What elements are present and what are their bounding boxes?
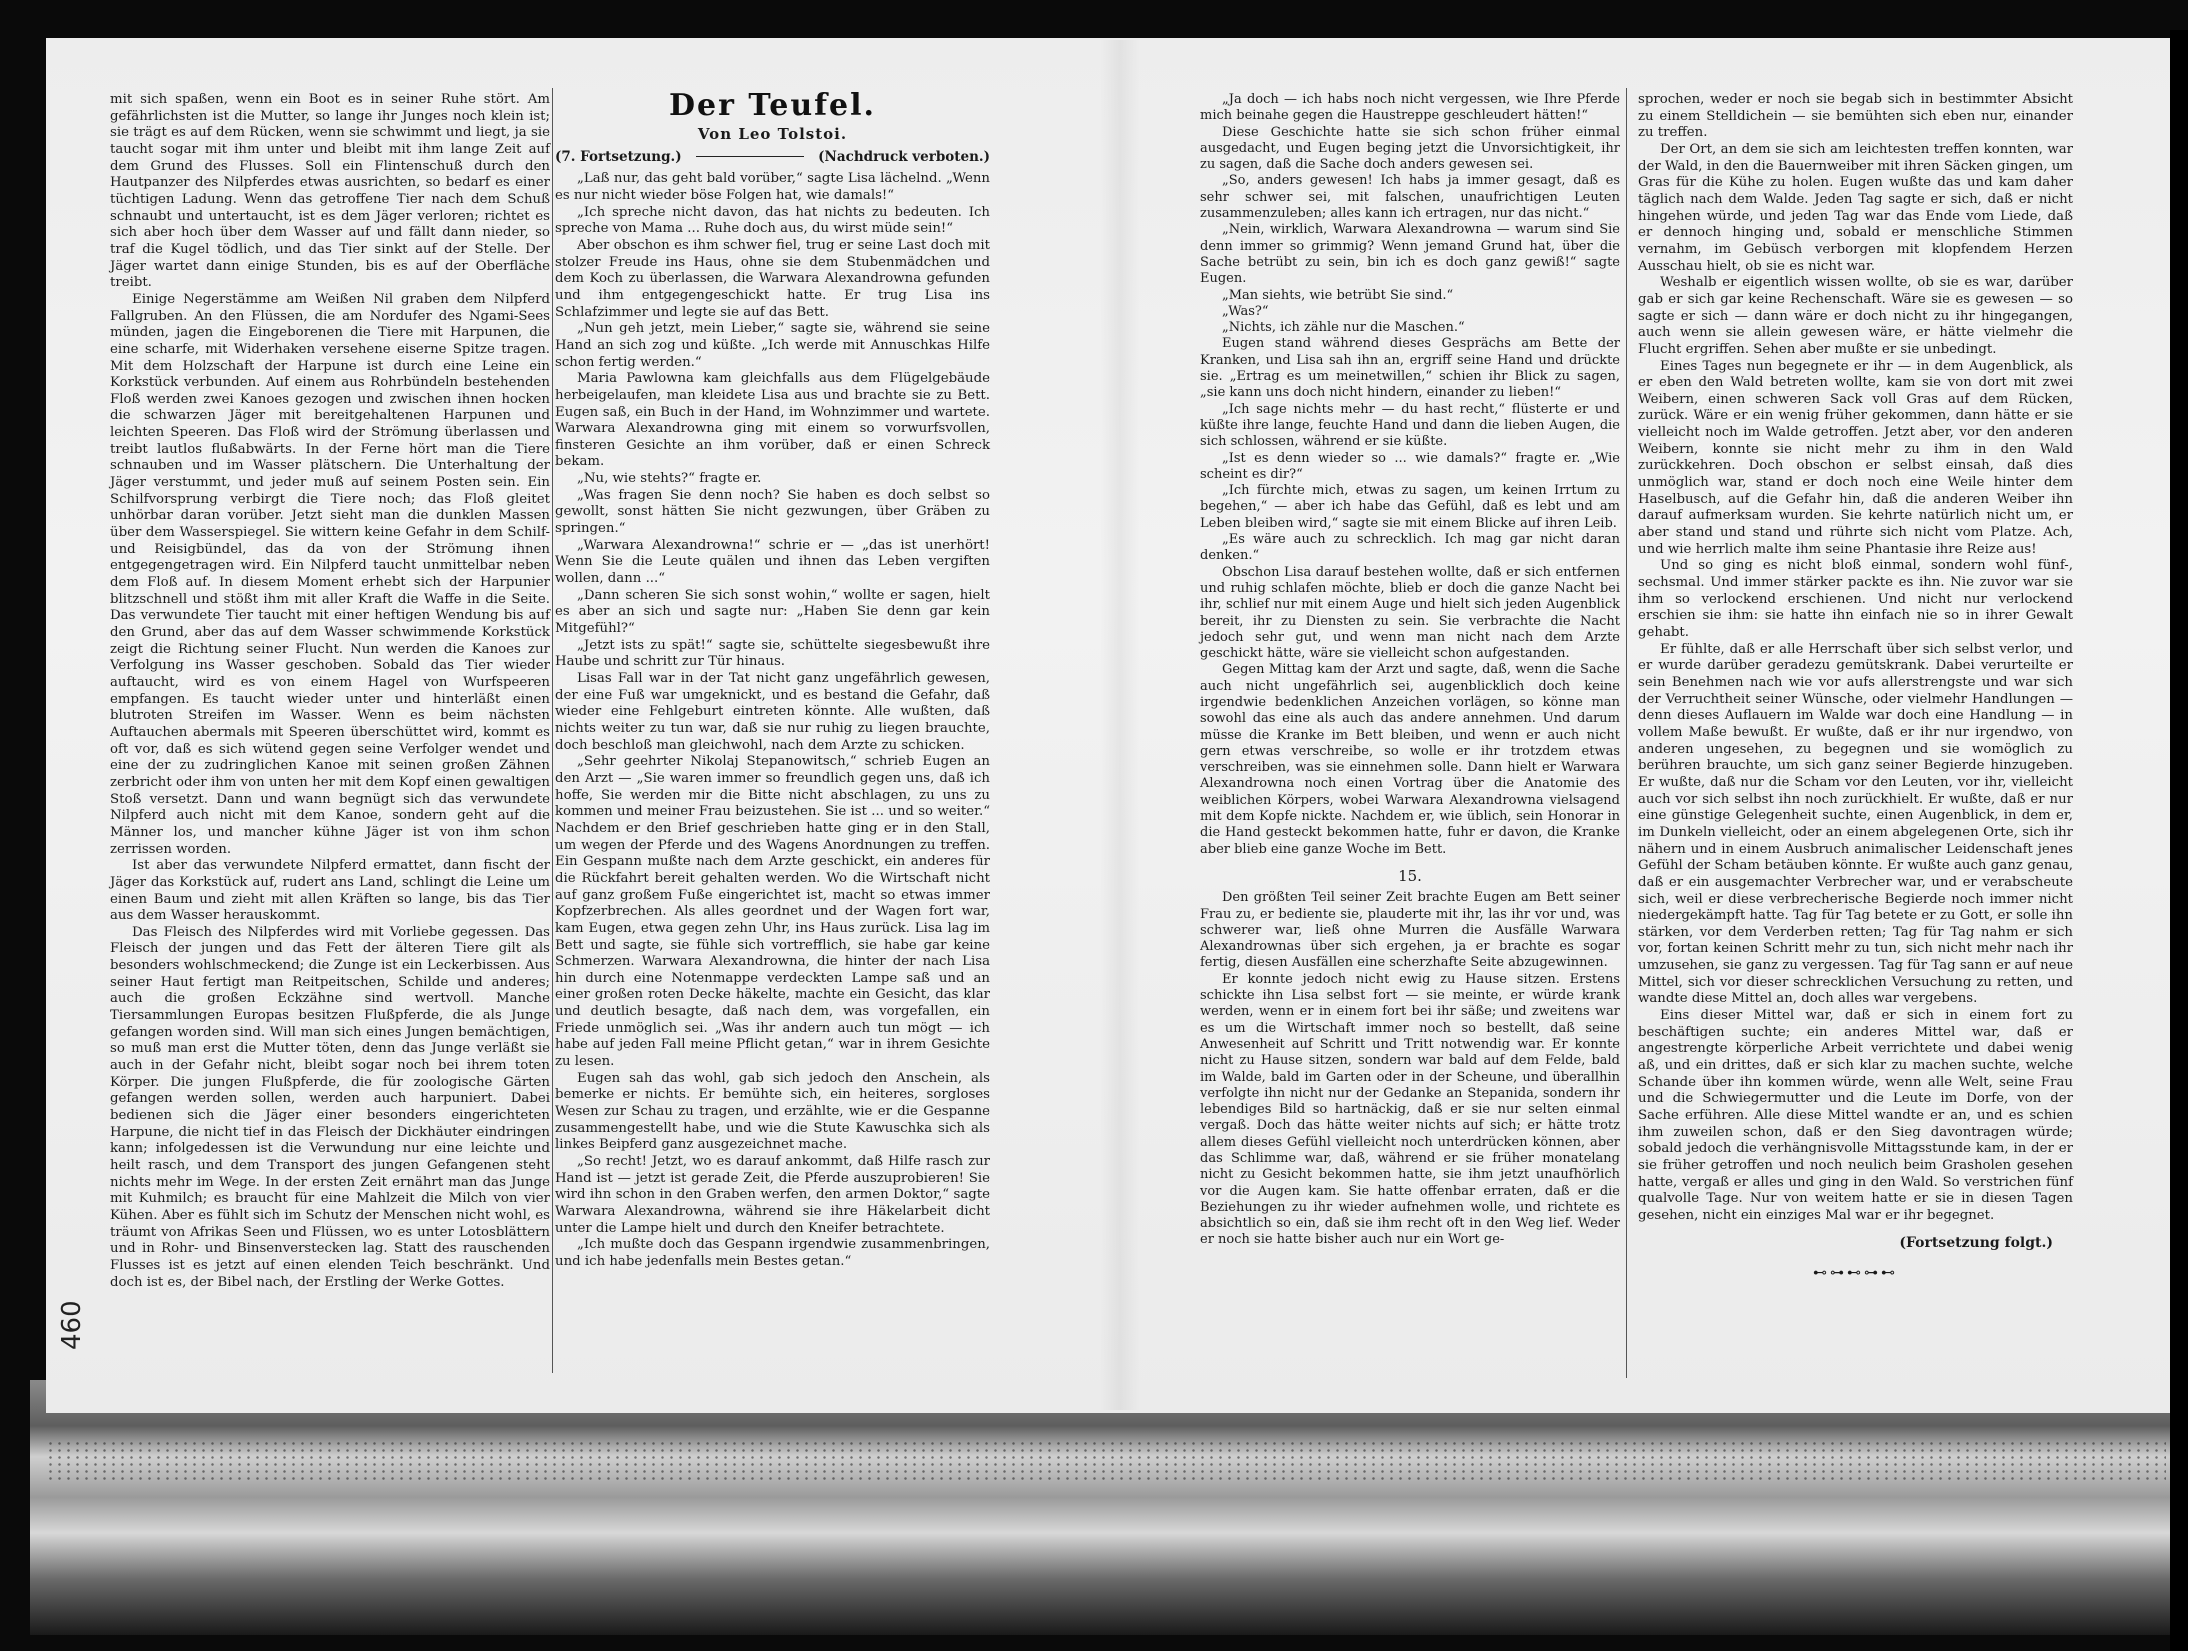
paragraph: Das Fleisch des Nilpferdes wird mit Vorliebe gegessen. Das Fleisch der jungen und das Fett der älteren Tiere gilt als besonders wohlschmeckend; die Zunge ist ein Leckerbissen. Aus seiner Haut fertigt man Reitpeitschen, Schilde und anderes; auch die großen Eckzähne sind wertvoll. Manche Tiersammlungen Europas besitzen Flußpferde, die als Junge gefangen worden sind. Will man sich eines Jungen bemächtigen, so muß man erst die Mutter töten, denn das Junge verläßt sie auch in der Gefahr nicht, bleibt sogar noch bei ihrem toten Körper. Die jungen Flußpferde, die für zoologische Gärten gefangen werden sollen, werden auch harpuniert. Dabei bedienen sich die Jäger einer besonders eingerichteten Harpune, die nicht tief in das Fleisch der Dickhäuter eindringen kann; infolgedessen ist die Verwundung nur eine leichte und heilt rasch, und dem Transport des jungen Gefangenen steht nichts mehr im Wege. In der ersten Zeit ernährt man das Junge mit Kuhmilch; es braucht für eine Mahlzeit die Milch von vier Kühen. Aber es fühlt sich im Schutz der Menschen nicht wohl, es träumt von Afrikas Seen und Flüssen, wo es unter Lotosblättern und in Rohr- und Binsenverstecken lag. Statt des rauschenden Flusses ist es jetzt auf einen elenden Teich beschränkt. Und doch ist es, der Bibel nach, der Erstling der Werke Gottes. [110, 924, 550, 1290]
column-rule-right [1626, 88, 1627, 1378]
column-nilpferd-text [110, 92, 550, 1291]
paragraph: Eugen stand während dieses Gesprächs am Bette der Kranken, und Lisa sah ihn an, ergriff seine Hand und drückte sie. „Ertrag es um meinetwillen,“ schien ihr Blick zu sagen, „sie kann uns doch nicht hindern, einander zu lieben!“ [1200, 336, 1620, 401]
ornament-divider: ⊷⊶⊷⊶⊷ [1813, 1265, 1898, 1282]
paragraph: „Nein, wirklich, Warwara Alexandrowna — warum sind Sie denn immer so grimmig? Wenn jemand Grund hat, über die Sache betrübt zu sein, bin ich es doch ganz gewiß!“ sagte Eugen. [1200, 222, 1620, 287]
scan-right-border [2170, 30, 2188, 1651]
paragraph: Diese Geschichte hatte sie sich schon früher einmal ausgedacht, und Eugen beging jetzt die Unvorsichtigkeit, ihr zu sagen, daß die Sache doch anders gewesen sei. [1200, 124, 1620, 173]
article-title: Der Teufel. [669, 88, 876, 123]
paragraph: „Sehr geehrter Nikolaj Stepanowitsch,“ schrieb Eugen an den Arzt — „Sie waren immer so freundlich gegen uns, daß ich hoffe, Sie werden mir die Bitte nicht abschlagen, zu uns zu kommen und meiner Frau beizustehen. Sie ist ... und so weiter.“ Nachdem er den Brief geschrieben hatte ging er in den Stall, um wegen der Pferde und des Wagens Anordnungen zu treffen. Ein Gespann mußte nach dem Arzte geschickt, ein anderes für die Rückfahrt bereit gehalten werden. Wo die Wirtschaft nicht auf ganz großem Fuße eingerichtet ist, macht so etwas immer Kopfzerbrechen. Als alles geordnet und der Wagen fort war, kam Eugen, etwa gegen zehn Uhr, ins Haus zurück. Lisa lag im Bett und sagte, sie fühle sich vortrefflich, sie habe gar keine Schmerzen. Warwara Alexandrowna, die hinter der nach Lisa hin durch eine Notenmappe verdeckten Lampe saß und an einer großen roten Decke häkelte, machte ein Gesicht, das klar und deutlich besagte, daß nach dem, was vorgefallen, ein Friede unmöglich sei. „Was ihr andern auch tun mögt — ich habe auf jeden Fall meine Pflicht getan,“ war in ihrem Gesichte zu lesen. [555, 754, 990, 1070]
center-fold [1100, 40, 1140, 1410]
paragraph: „Man siehts, wie betrübt Sie sind.“ [1222, 287, 1454, 303]
paragraph: Obschon Lisa darauf bestehen wollte, daß er sich entfernen und ruhig schlafen möchte, blieb er doch die ganze Nacht bei ihr, schlief nur mit einem Auge und hielt sich jeden Augenblick bereit, ihr zu Diensten zu sein. Sie verbrachte die Nacht jedoch sehr gut, und wenn man nicht nach dem Arzte geschickt hätte, wäre sie vielleicht schon aufgestanden. [1200, 564, 1620, 662]
chapter-number: 15. [1398, 866, 1422, 885]
page-edge-stack [30, 1380, 2175, 1635]
paragraph: „Jetzt ists zu spät!“ sagte sie, schüttelte siegesbewußt ihre Haube und schritt zur Tür hinaus. [555, 637, 990, 670]
paragraph: Einige Negerstämme am Weißen Nil graben dem Nilpferd Fallgruben. An den Flüssen, die am Nordufer des Ngami-Sees münden, jagen die Eingeborenen die Tiere mit Harpunen, die eine scharfe, mit Widerhaken versehene eiserne Spitze tragen. Mit dem Holzschaft der Harpune ist durch eine Leine ein Korkstück verbunden. Auf einem aus Rohrbündeln bestehenden Floß werden zwei Kanoes gezogen und zwischen ihnen hocken die schwarzen Jäger mit bereitgehaltenen Harpunen und leichten Speeren. Das Floß wird der Strömung überlassen und treibt lautlos flußabwärts. In der Ferne hört man die Tiere schnauben und im Wasser plätschern. Die Unterhaltung der Jäger verstummt, und jeder muß auf seinem Posten sein. Ein Schilfvorsprung verbirgt die Tiere noch; das Floß gleitet unhörbar daran vorüber. Jetzt sieht man die dunklen Massen über dem Wasserspiegel. Sie wittern keine Gefahr in dem Schilf- und Reisigbündel, das da von der Strömung ihnen entgegengetragen wird. Ein Nilpferd taucht unmittelbar neben dem Floß auf. In diesem Moment erhebt sich der Harpunier blitzschnell und stößt ihm mit aller Kraft die Waffe in die Seite. Das verwundete Tier taucht mit einer heftigen Wendung bis auf den Grund, aber das auf dem Wasser schwimmende Korkstück zeigt die Richtung seiner Flucht. Nun werden die Kanoes zur Verfolgung ins Wasser geschoben. Sobald das Tier wieder auftaucht, wird es von einem Hagel von Wurfspeeren empfangen. Es taucht wieder unter und hinterläßt einen blutroten Streifen im Wasser. Wenn es beim nächsten Auftauchen abermals mit Speeren überschüttet wird, kommt es oft vor, daß es sich wütend gegen seine Verfolger wendet und eine der zu zudringlichen Kanoe mit seinen großen Zähnen zerbricht oder ihm von unten her mit dem Kopf einen gewaltigen Stoß versetzt. Dann und wann begnügt sich das verwundete Nilpferd auch nicht mit dem Kanoe, sondern geht auf die Männer los, und mancher kühne Jäger ist von ihm schon zerrissen worden. [110, 291, 550, 857]
paragraph: „Warwara Alexandrowna!“ schrie er — „das ist unerhört! Wenn Sie die Leute quälen und ihnen das Leben vergiften wollen, dann ...“ [555, 537, 990, 587]
paragraph: „Was?“ [1222, 303, 1269, 319]
to-be-continued-note: (Fortsetzung folgt.) [1899, 1234, 2053, 1251]
paragraph: „Ich mußte doch das Gespann irgendwie zusammenbringen, und ich habe jedenfalls mein Bestes getan.“ [555, 1237, 990, 1269]
paragraph: Ist aber das verwundete Nilpferd ermattet, dann fischt der Jäger das Korkstück auf, rudert ans Land, schlingt die Leine um einen Baum und zieht mit allen Kräften so lange, bis das Tier aus dem Wasser herauskommt. [110, 858, 550, 924]
paragraph: Maria Pawlowna kam gleichfalls aus dem Flügelgebäude herbeigelaufen, man kleidete Lisa aus und brachte sie zu Bett. Eugen saß, ein Buch in der Hand, im Wohnzimmer und wartete. Warwara Alexandrowna ging mit einem so vorwurfsvollen, finsteren Gesichte an ihm vorüber, daß er einen Schreck bekam. [555, 371, 990, 470]
paragraph: Gegen Mittag kam der Arzt und sagte, daß, wenn die Sache auch nicht ungefährlich sei, augenblicklich doch keine irgendwie bedenklichen Anzeichen vorlägen, so könne man sowohl das eine als auch das andere annehmen. Und darum müsse die Kranke im Bett bleiben, und wenn er auch nicht gern etwas verschreibe, so wolle er ihr trotzdem etwas verschreiben, was sie einnehmen solle. Dann hielt er Warwara Alexandrowna noch einen Vortrag über die Anatomie des weiblichen Körpers, wobei Warwara Alexandrowna vielsagend mit dem Kopfe nickte. Nachdem er, wie üblich, sein Honorar in die Hand gesteckt bekommen hatte, fuhr er davon, die Kranke aber blieb eine ganze Woche im Bett. [1200, 662, 1620, 857]
paragraph: „Ja doch — ich habs noch nicht vergessen, wie Ihre Pferde mich beinahe gegen die Haustreppe geschleudert hätten!“ [1200, 92, 1620, 124]
paragraph: „Es wäre auch zu schrecklich. Ich mag gar nicht daran denken.“ [1200, 532, 1620, 564]
paragraph: „Laß nur, das geht bald vorüber,“ sagte Lisa lächelnd. „Wenn es nur nicht wieder böse Folgen hat, wie damals!“ [555, 171, 990, 203]
reprint-note: (Nachdruck verboten.) [818, 148, 990, 165]
paragraph: Eines Tages nun begegnete er ihr — in dem Augenblick, als er eben den Wald betreten wollte, kam sie von dort mit zwei Weibern, einen schweren Sack voll Gras auf dem Rücken, zurück. Wäre er ein wenig früher gekommen, dann hätte er sie vielleicht noch im Walde getroffen. Jetzt aber, vor den anderen Weibern, konnte sie nicht mehr zu ihm in den Wald zurückkehren. Doch obschon er selbst einsah, daß dies unmöglich war, stand er doch noch eine Weile hinter dem Haselbusch, auf die Gefahr hin, daß die anderen Weiber ihn darauf aufmerksam wurden. Sie kehrte natürlich nicht um, er aber stand und stand und rührte sich nicht vom Platze. Ach, und wie herrlich malte ihm seine Phantasie ihre Reize aus! [1638, 358, 2073, 557]
paragraph: Eins dieser Mittel war, daß er sich in einem fort zu beschäftigen suchte; ein anderes Mittel war, daß er angestrengte körperliche Arbeit verrichtete und dabei wenig aß, und ein drittes, daß er sich klar zu machen suchte, welche Schande über ihn kommen würde, wenn alle Welt, seine Frau und die Schwiegermutter und die Leute im Dorfe, von der Sache erführen. Alle diese Mittel wandte er an, und es schien ihm zuweilen schon, daß er den Sieg davontragen würde; sobald jedoch die verhängnisvolle Mittagsstunde kam, in der er sie früher getroffen und noch neulich beim Grasholen gesehen hatte, vergaß er alles und ging in den Wald. So verstrichen fünf qualvolle Tage. Nur von weitem hatte er sie in diesen Tagen gesehen, nicht ein einziges Mal war er ihr begegnet. [1638, 1008, 2073, 1223]
paragraph: „Nun geh jetzt, mein Lieber,“ sagte sie, während sie seine Hand an sich zog und küßte. „Ich werde mit Annuschkas Hilfe schon fertig werden.“ [555, 321, 990, 370]
meta-divider [696, 149, 804, 158]
paragraph: „Dann scheren Sie sich sonst wohin,“ wollte er sagen, hielt es aber an sich und sagte nur: „Haben Sie denn gar kein Mitgefühl?“ [555, 587, 990, 637]
column-rule-left [552, 88, 553, 1373]
paragraph: Er fühlte, daß er alle Herrschaft über sich selbst verlor, und er wurde darüber geradezu gemütskrank. Dabei verurteilte er sein Benehmen nach wie vor aufs allerstrengste und war sich der Verruchtheit seiner Wünsche, oder vielmehr Handlungen — denn dieses Auflauern im Walde war doch eine Handlung — in vollem Maße bewußt. Er wußte, daß er ihr nur irgendwo, von anderen ungesehen, zu begegnen und sie womöglich zu berühren brauchte, um sich ganz seiner Begierde hinzugeben. Er wußte, daß nur die Scham vor den Leuten, vor ihr, vielleicht auch vor sich selbst ihn noch zurückhielt. Er wußte, daß er nur eine günstige Gelegenheit suchte, einen Augenblick, in dem er, im Dunkeln vielleicht, oder an einem abgelegenen Orte, sich ihr nähern und in einem Ausbruch animalischer Leidenschaft jenes Gefühl der Scham betäuben könnte. Er wußte auch ganz genau, daß er ein ausgemachter Verbrecher war, und er verabscheute sich, weil er diese verbrecherische Begierde noch immer nicht niedergekämpft hatte. Tag für Tag betete er zu Gott, er solle ihn stärken, vor dem Verderben retten; Tag für Tag nahm er sich vor, fortan keinen Schritt mehr zu tun, sich nicht mehr nach ihr umzusehen, sie ganz zu vergessen. Tag für Tag sann er auf neue Mittel, sich vor dieser schrecklichen Versuchung zu retten, und wandte diese Mittel an, doch alles war vergebens. [1638, 641, 2073, 1007]
paragraph: Der Ort, an dem sie sich am leichtesten treffen konnten, war der Wald, in den die Bauernweiber mit ihren Säcken gingen, um Gras für die Kühe zu holen. Eugen wußte das und kam daher täglich nach dem Walde. Jeden Tag sagte er sich, daß er nicht hingehen würde, und jeden Tag war das Ende vom Liede, daß er dennoch hinging und, sobald er menschliche Stimmen vernahm, im Gebüsch verborgen mit klopfendem Herzen Ausschau hielt, ob sie es nicht war. [1638, 141, 2073, 274]
column-der-teufel [555, 88, 990, 1271]
paragraph: „Ich sage nichts mehr — du hast recht,“ flüsterte er und küßte ihre lange, feuchte Hand und dann die lieben Augen, die sich schlossen, während er sie küßte. [1200, 401, 1620, 450]
column-right-page-2 [1638, 92, 2073, 1282]
continuation-note: (7. Fortsetzung.) [555, 148, 682, 165]
paragraph: „So recht! Jetzt, wo es darauf ankommt, daß Hilfe rasch zur Hand ist — jetzt ist gerade Zeit, die Pferde auszuprobieren! Sie wird ihn schon in den Graben werfen, den armen Doktor,“ sagte Warwara Alexandrowna, während sie ihre Häkelarbeit dicht unter die Lampe hielt und durch den Kneifer betrachtete. [555, 1154, 990, 1236]
paragraph: Er konnte jedoch nicht ewig zu Hause sitzen. Erstens schickte ihn Lisa selbst fort — sie meinte, er würde krank werden, wenn er in einem fort bei ihr säße; und zweitens war es um die Wirtschaft immer noch so bestellt, daß seine Anwesenheit auf Schritt und Tritt notwendig war. Er konnte nicht zu Hause sitzen, sondern war bald auf dem Felde, bald im Walde, bald im Garten oder in der Scheune, und überallhin verfolgte ihn nicht nur der Gedanke an Stepanida, sondern ihr lebendiges Bild so hartnäckig, daß er sie nur selten einmal vergaß. Doch das hätte weiter nichts auf sich; er hätte trotz allem dieses Gefühl vielleicht noch unterdrücken können, aber das Schlimme war, daß, während er sie früher monatelang nicht zu Gesicht bekommen hatte, sie ihm jetzt unaufhörlich vor die Augen kam. Sie hatte offenbar erraten, daß er die Beziehungen zu ihr wieder aufnehmen wolle, und richtete es absichtlich so ein, daß sie ihm recht oft in den Weg lief. Weder er noch sie hatte bisher auch nur ein Wort ge- [1200, 971, 1620, 1248]
paragraph: Weshalb er eigentlich wissen wollte, ob sie es war, darüber gab er sich gar keine Rechenschaft. Wäre sie es gewesen — so sagte er sich — dann wäre er doch nicht zu ihr hingegangen, auch wenn sie allein gewesen wäre, er hätte vielmehr die Flucht ergriffen. Sehen aber mußte er sie unbedingt. [1638, 275, 2073, 357]
article-meta-row [555, 149, 990, 166]
page-number: 460 [57, 1300, 87, 1350]
paragraph: „Ist es denn wieder so ... wie damals?“ fragte er. „Wie scheint es dir?“ [1200, 450, 1620, 482]
article-byline: Von Leo Tolstoi. [697, 125, 848, 143]
paragraph: Eugen sah das wohl, gab sich jedoch den Anschein, als bemerke er nichts. Er bemühte sich, ein heiteres, sorgloses Wesen zur Schau zu tragen, und erzählte, wie er die Gespanne zusammengestellt habe, und wie die Stute Kawuschka sich als linkes Beipferd ganz ausgezeichnet mache. [555, 1070, 990, 1153]
paragraph: „Was fragen Sie denn noch? Sie haben es doch selbst so gewollt, sonst hätten Sie nicht gezwungen, über Gräben zu springen.“ [555, 487, 990, 537]
paragraph: Den größten Teil seiner Zeit brachte Eugen am Bett seiner Frau zu, er bediente sie, plauderte mit ihr, las ihr vor und, was schwerer war, ließ ohne Murren die Ausfälle Warwara Alexandrownas über sich ergehen, ja er brachte es sogar fertig, diesen Ausfällen eine scherzhafte Seite abzugewinnen. [1200, 890, 1620, 971]
column-right-page-1 [1200, 92, 1620, 1249]
paragraph: mit sich spaßen, wenn ein Boot es in seiner Ruhe stört. Am gefährlichsten ist die Mutter, so lange ihr Junges noch klein ist; sie trägt es auf dem Rücken, wenn sie schwimmt und liegt, ja sie taucht sogar mit ihm unter und bleibt mit ihm lange Zeit auf dem Grund des Flusses. Soll ein Flintenschuß durch den Hautpanzer des Nilpferdes etwas ausrichten, so bedarf es einer tüchtigen Ladung. Wenn das getroffene Tier nach dem Schuß schnaubt und untertaucht, ist es dem Jäger verloren; richtet es sich aber hoch über dem Wasser auf und fällt dann nieder, so traf die Kugel tödlich, und das Tier sinkt auf der Stelle. Der Jäger wartet dann einige Stunden, bis es auf der Oberfläche treibt. [110, 92, 550, 291]
page-edge-speckle [46, 1440, 2166, 1480]
paragraph: Und so ging es nicht bloß einmal, sondern wohl fünf-, sechsmal. Und immer stärker packte es ihn. Nie zuvor war sie ihm so verlockend erschienen. Und nicht nur verlockend erschien sie ihm: sie hatte ihn einfach nie so in ihrer Gewalt gehabt. [1638, 558, 2073, 640]
paragraph: „Nu, wie stehts?“ fragte er. [577, 471, 762, 487]
paragraph: Lisas Fall war in der Tat nicht ganz ungefährlich gewesen, der eine Fuß war umgeknickt, und es bestand die Gefahr, daß wieder eine Fehlgeburt eintreten könnte. Alle wußten, daß nichts weiter zu tun war, daß sie nur ruhig zu liegen brauchte, doch beschloß man gleichwohl, nach dem Arzte zu schicken. [555, 671, 990, 753]
paragraph: „So, anders gewesen! Ich habs ja immer gesagt, daß es sehr schwer sei, mit falschen, unaufrichtigen Leuten zusammenzuleben; alles kann ich ertragen, nur das nicht.“ [1200, 173, 1620, 222]
paragraph: sprochen, weder er noch sie begab sich in bestimmter Absicht zu einem Stelldichein — sie bemühten sich eben nur, einander zu treffen. [1638, 92, 2073, 141]
paragraph: „Ich fürchte mich, etwas zu sagen, um keinen Irrtum zu begehen,“ — aber ich habe das Gefühl, daß es lebt und am Leben bleiben wird,“ sagte sie mit einem Blicke auf ihren Leib. [1200, 483, 1620, 531]
paragraph: „Nichts, ich zähle nur die Maschen.“ [1222, 320, 1465, 336]
paragraph: „Ich spreche nicht davon, das hat nichts zu bedeuten. Ich spreche von Mama ... Ruhe doch aus, du wirst müde sein!“ [555, 204, 990, 237]
paragraph: Aber obschon es ihm schwer fiel, trug er seine Last doch mit stolzer Freude ins Haus, ohne sie dem Stubenmädchen und dem Koch zu überlassen, die Warwara Alexandrowna gefunden und ihm entgegengeschickt hatte. Er trug Lisa ins Schlafzimmer und legte sie auf das Bett. [555, 237, 990, 320]
